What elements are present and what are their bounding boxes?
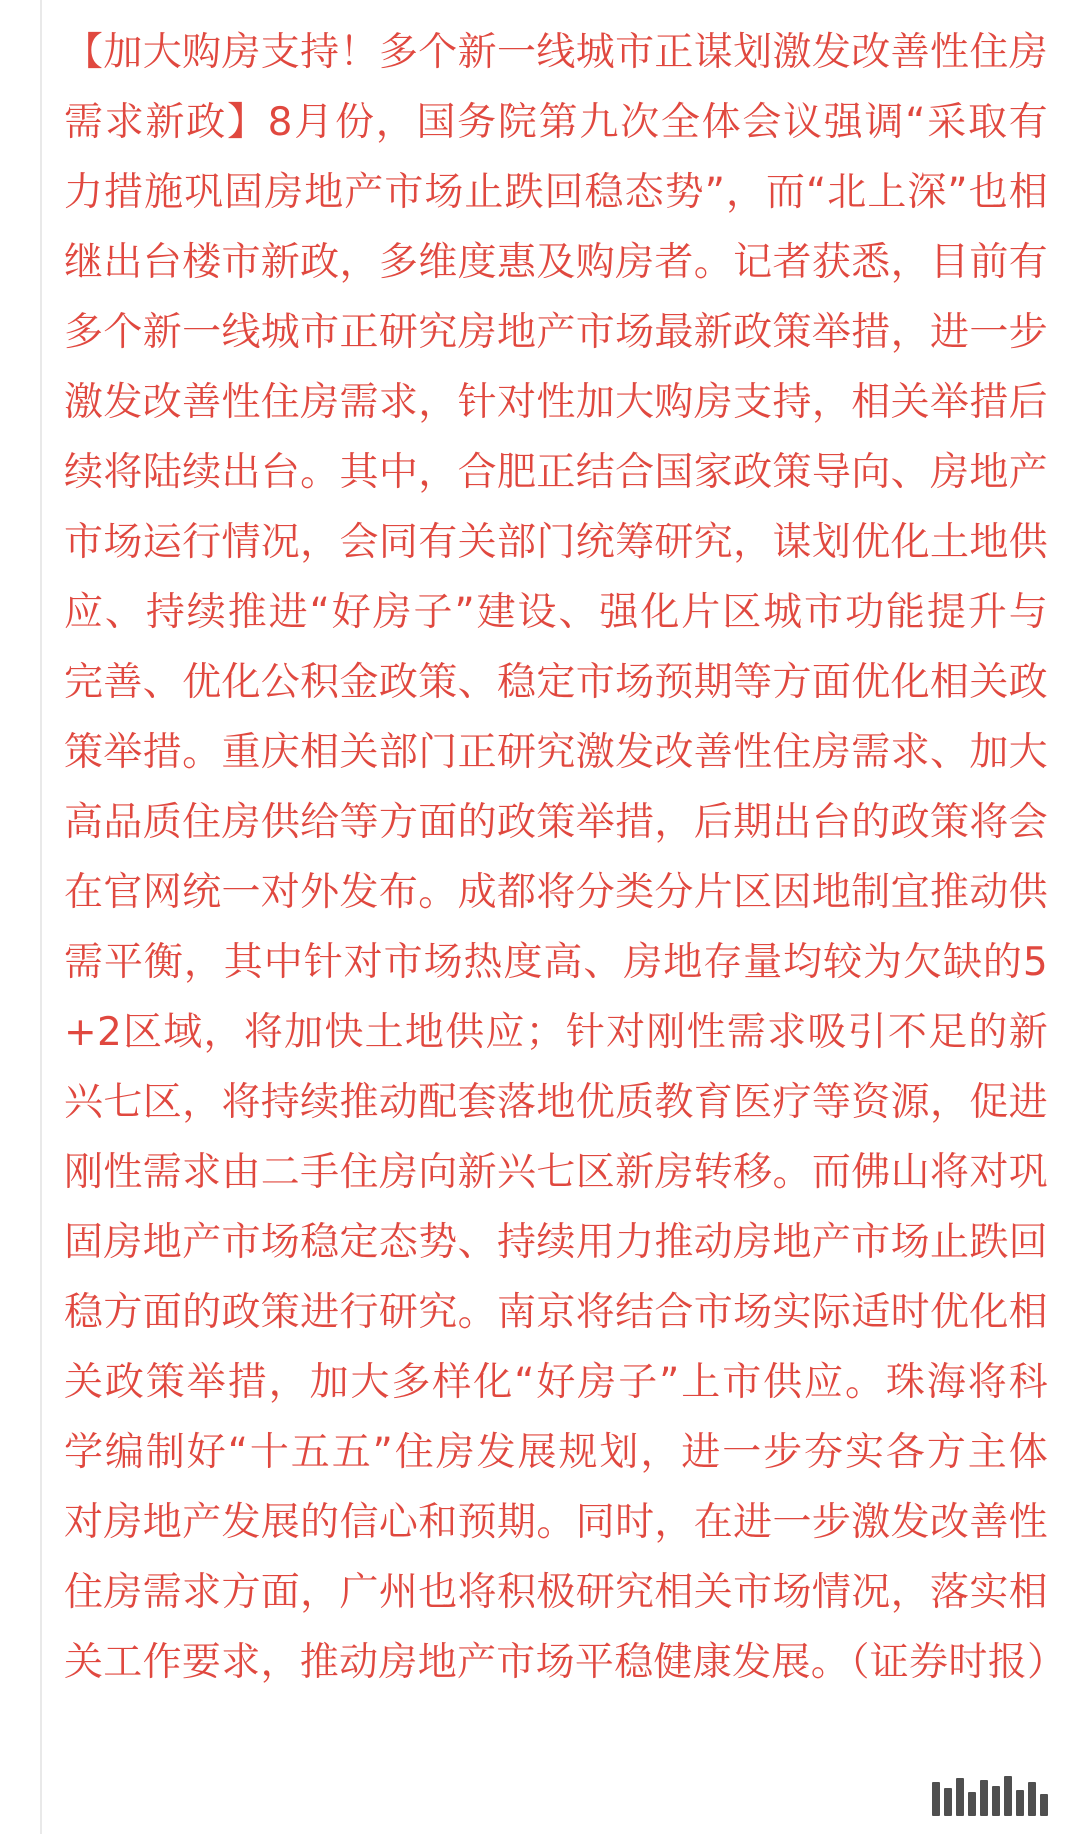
watermark-bar-icon [1040,1794,1048,1816]
post-body-text: 【加大购房支持！多个新一线城市正谋划激发改善性住房需求新政】8月份，国务院第九次全体会议强调“采取有力措施巩固房地产市场止跌回稳态势”，而“北上深”也相继出台楼市新政，多维度惠及购房者。记者获悉，目前有多个新一线城市正研究房地产市场最新政策举措，进一步激发改善性住房需求，针对性加大购房支持，相关举措后续将陆续出台。其中，合肥正结合国家政策导向、房地产市场运行情况，会同有关部门统筹研究，谋划优化土地供应、持续推进“好房子”建设、强化片区城市功能提升与完善、优化公积金政策、稳定市场预期等方面优化相关政策举措。重庆相关部门正研究激发改善性住房需求、加大高品质住房供给等方面的政策举措，后期出台的政策将会在官网统一对外发布。成都将分类分片区因地制宜推动供需平衡，其中针对市场热度高、房地存量均较为欠缺的5+2区域，将加快土地供应；针对刚性需求吸引不足的新兴七区，将持续推动配套落地优质教育医疗等资源，促进刚性需求由二手住房向新兴七区新房转移。而佛山将对巩固房地产市场稳定态势、持续用力推动房地产市场止跌回稳方面的政策进行研究。南京将结合市场实际适时优化相关政策举措，加大多样化“好房子”上市供应。珠海将科学编制好“十五五”住房发展规划，进一步夯实各方主体对房地产发展的信心和预期。同时，在进一步激发改善性住房需求方面，广州也将积极研究相关市场情况，落实相关工作要求，推动房地产市场平稳健康发展。（证券时报） [64,30,1067,1685]
watermark-bar-icon [956,1778,964,1816]
left-divider [40,0,42,1834]
watermark-bar-icon [932,1782,940,1816]
watermark-bar-icon [1028,1782,1036,1816]
watermark-bar-icon [1016,1790,1024,1816]
watermark-bar-icon [1004,1776,1012,1816]
watermark-bar-icon [980,1780,988,1816]
platform-watermark-icon [932,1772,1072,1816]
watermark-bar-icon [944,1788,952,1816]
watermark-bar-icon [968,1792,976,1816]
watermark-bar-icon [992,1786,1000,1816]
